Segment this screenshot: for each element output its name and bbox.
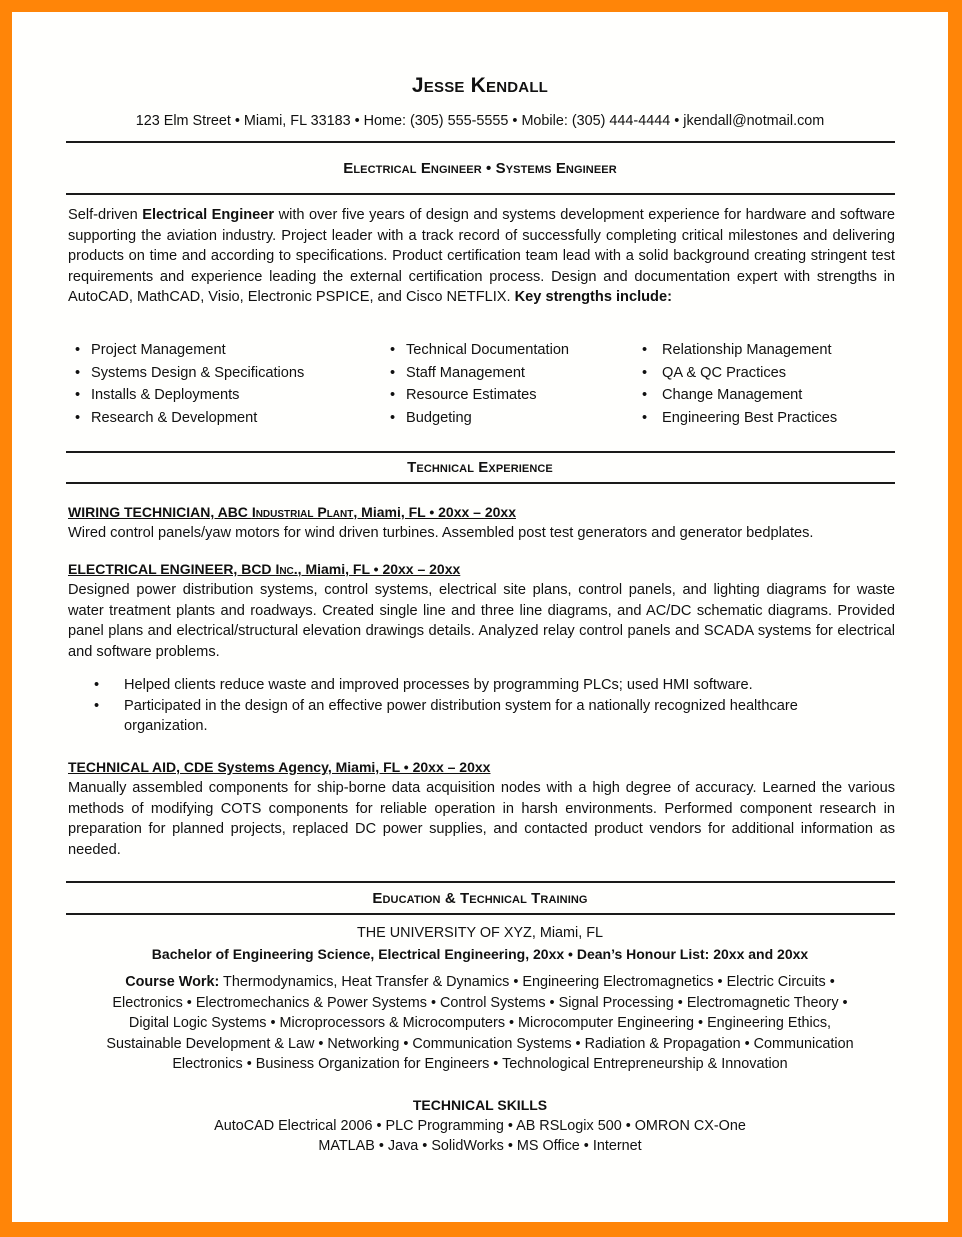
coursework-line: Sustainable Development & Law • Networking • Communication Systems • Radiation & Propagation • Communication xyxy=(106,1036,854,1052)
job-description: Designed power distribution systems, control systems, electrical site plans, control panels, and lighting diagrams for waste water treatment plants and roadways. Created single line and three line diagrams, and AC/DC schematic diagrams. Provided panel plans and electrical/structural elevation drawings details. Analyzed relay control panels and SCADA systems for electrical and software problems. xyxy=(68,582,895,660)
divider xyxy=(66,141,895,143)
job-title: WIRING TECHNICIAN, ABC Industrial Plant, Miami, FL • 20xx – 20xx xyxy=(68,504,516,520)
strength-item: • Project Management xyxy=(75,342,226,358)
section-title-experience: Technical Experience xyxy=(407,459,553,476)
strength-item: • Technical Documentation xyxy=(390,342,570,358)
strength-item: • Engineering Best Practices xyxy=(642,409,838,426)
job-bullet: • Helped clients reduce waste and improved processes by programming PLCs; used HMI software. xyxy=(94,675,854,696)
key-strengths-col-1 xyxy=(75,339,304,429)
strength-item: • Installs & Deployments xyxy=(75,387,240,404)
headline: Electrical Engineer • Systems Engineer xyxy=(343,160,617,177)
candidate-name: Jesse Kendall xyxy=(411,74,549,97)
resume-page xyxy=(12,12,948,1222)
coursework-line: Electronics • Business Organization for Engineers • Technological Entrepreneurship & Innovation xyxy=(172,1056,788,1072)
strength-item: • Budgeting xyxy=(390,409,472,426)
university: THE UNIVERSITY OF XYZ, Miami, FL xyxy=(356,925,603,941)
summary-paragraph xyxy=(68,205,895,308)
coursework-label: Course Work: xyxy=(125,974,220,990)
coursework-line: Electronics • Electromechanics & Power Systems • Control Systems • Signal Processing • Electromagnetic Theory • xyxy=(112,995,848,1011)
summary-intro: Self-driven xyxy=(68,207,143,223)
divider xyxy=(66,881,895,883)
divider xyxy=(66,451,895,453)
contact-info: 123 Elm Street • Miami, FL 33183 • Home: (305) 555-5555 • Mobile: (305) 444-4444 • jkendall@notmail.com xyxy=(135,113,825,129)
section-title-education: Education & Technical Training xyxy=(372,890,588,907)
technical-skills-line: MATLAB • Java • SolidWorks • MS Office • Internet xyxy=(318,1138,642,1154)
job-title: ELECTRICAL ENGINEER, BCD Inc., Miami, FL • 20xx – 20xx xyxy=(68,561,461,577)
job-bullet: • Participated in the design of an effective power distribution system for a nationally recognized healthcare organization. xyxy=(94,696,854,737)
job-title: TECHNICAL AID, CDE Systems Agency, Miami, FL • 20xx – 20xx xyxy=(68,759,491,775)
resume-page-frame xyxy=(12,12,948,1222)
key-strengths-label: Key strengths include: xyxy=(514,289,672,306)
technical-skills-title: TECHNICAL SKILLS xyxy=(412,1097,548,1113)
job-description: Wired control panels/yaw motors for wind driven turbines. Assembled post test generators and generator bedplates. xyxy=(68,525,814,541)
job-description: Manually assembled components for ship-borne data acquisition nodes with a high degree of accuracy. Learned the various methods of modifying COTS components for reliable operation in harsh environments. Performed component research in preparation for planned projects, replaced DC power supplies, and contacted product vendors for additional information as needed. xyxy=(68,780,895,858)
degree: Bachelor of Engineering Science, Electrical Engineering, 20xx • Dean’s Honour List: 20xx and 20xx xyxy=(151,946,809,962)
technical-skills-line: AutoCAD Electrical 2006 • PLC Programming • AB RSLogix 500 • OMRON CX-One xyxy=(214,1118,746,1134)
strength-item: • Change Management xyxy=(642,387,803,404)
key-strengths-col-3 xyxy=(642,339,837,429)
divider xyxy=(66,913,895,915)
strength-item: • QA & QC Practices xyxy=(642,364,787,381)
job-bullets xyxy=(94,675,854,737)
strength-item: • Staff Management xyxy=(390,364,525,381)
coursework-line: Course Work: Thermodynamics, Heat Transfer & Dynamics • Engineering Electromagnetics • Electric Circuits • xyxy=(125,974,835,990)
divider xyxy=(66,193,895,195)
strength-item: • Relationship Management xyxy=(642,342,832,358)
divider xyxy=(66,482,895,484)
coursework-line: Digital Logic Systems • Microprocessors & Microcomputers • Microcomputer Engineering • Engineering Ethics, xyxy=(128,1015,832,1031)
summary-body: with over five years of design and systems development experience for hardware and software supporting the aviation industry. Project leader with a track record of successfully completing critical milestones and delivering products on time and according to specifications. Product certification team lead with a solid background creating stringent test requirements and experience leading the external certification process. Design and documentation expert with strengths in AutoCAD, MathCAD, Visio, Electronic PSPICE, and Cisco NETFLIX. xyxy=(68,207,895,306)
strength-item: • Research & Development xyxy=(75,409,258,426)
strength-item: • Resource Estimates xyxy=(390,387,537,404)
strength-item: • Systems Design & Specifications xyxy=(75,364,305,381)
summary-role: Electrical Engineer xyxy=(142,207,275,223)
key-strengths-col-2 xyxy=(390,339,569,429)
